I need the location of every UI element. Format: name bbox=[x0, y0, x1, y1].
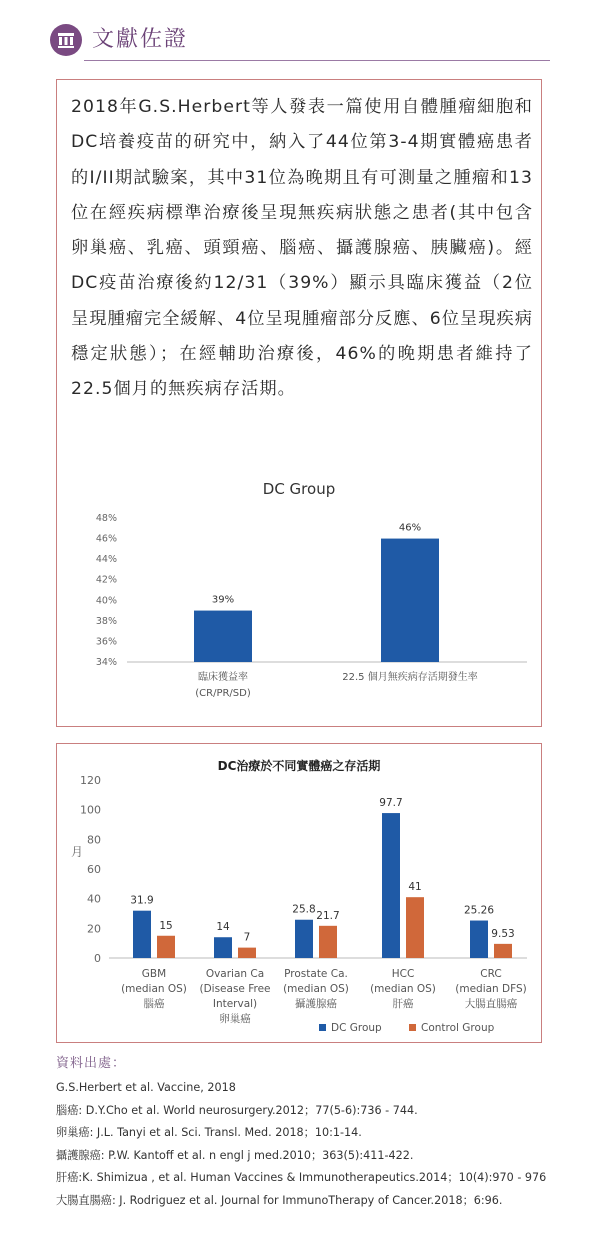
data-label: 41 bbox=[408, 881, 422, 894]
legend-label: Control Group bbox=[421, 1022, 495, 1034]
x-tick-label: (median OS) bbox=[121, 983, 187, 995]
reference-item: 卵巢癌: J.L. Tanyi et al. Sci. Transl. Med. 2018；10:1-14. bbox=[56, 1126, 362, 1140]
bar bbox=[157, 936, 175, 958]
bar bbox=[470, 921, 488, 958]
chart-title: DC Group bbox=[262, 480, 336, 498]
y-tick-label: 60 bbox=[87, 863, 101, 876]
y-tick-label: 0 bbox=[94, 952, 101, 965]
chart-title: DC治療於不同實體癌之存活期 bbox=[217, 759, 381, 773]
x-tick-label: 22.5 個月無疾病存活期發生率 bbox=[342, 672, 478, 683]
y-tick-label: 80 bbox=[87, 833, 101, 847]
y-tick-label: 38% bbox=[95, 615, 117, 627]
section-title: 文獻佐證 bbox=[92, 27, 189, 52]
reference-item: 肝癌:K. Shimizua , et al. Human Vaccines & Immunotherapeutics.2014；10(4):970 - 976 bbox=[56, 1171, 547, 1185]
data-label: 7 bbox=[243, 931, 251, 944]
bar bbox=[381, 539, 439, 662]
x-tick-label: 大腸直腸癌 bbox=[464, 998, 518, 1010]
references-heading: 資料出處： bbox=[56, 1056, 127, 1071]
bar bbox=[382, 813, 400, 958]
dc-group-chart bbox=[57, 460, 541, 740]
x-tick-label: Interval) bbox=[212, 998, 258, 1010]
y-tick-label: 42% bbox=[95, 574, 117, 586]
data-label: 39% bbox=[211, 594, 235, 606]
bar bbox=[238, 948, 256, 958]
x-tick-label: (median OS) bbox=[283, 983, 349, 995]
data-label: 15 bbox=[159, 919, 173, 932]
y-tick-label: 46% bbox=[95, 533, 117, 545]
reference-item: 腦癌: D.Y.Cho et al. World neurosurgery.2012；77(5-6):736 - 744. bbox=[56, 1103, 418, 1117]
y-tick-label: 48% bbox=[95, 513, 117, 524]
y-tick-label: 100 bbox=[80, 803, 101, 817]
bar bbox=[133, 911, 151, 958]
book-icon bbox=[50, 24, 82, 56]
x-tick-label: Prostate Ca. bbox=[284, 968, 348, 980]
data-label: 97.7 bbox=[379, 797, 403, 810]
x-tick-label: (CR/PR/SD) bbox=[195, 688, 251, 699]
section-header bbox=[40, 20, 550, 66]
x-tick-label: CRC bbox=[480, 968, 502, 980]
data-label: 21.7 bbox=[316, 909, 340, 922]
header-divider bbox=[84, 60, 550, 61]
bar bbox=[494, 944, 512, 958]
study-paragraph: 2018年G.S.Herbert等人發表一篇使用自體腫瘤細胞和DC培養疫苗的研究中，納入了44位第3-4期實體癌患者的I/II期試驗案，其中31位為晚期且有可測量之腫瘤和13位在經疾病標準治療後呈現無疾病狀態之患者(其中包含卵巢癌、乳癌、頭頸癌、腦癌、攝護腺癌、胰臟癌)。經DC疫苗治療後約12/31（39%）顯示具臨床獲益（2位呈現腫瘤完全緩解、4位呈現腫瘤部分反應、6位呈現疾病穩定狀態）；在經輔助治療後，46%的晚期患者維持了22.5個月的無疾病存活期。 bbox=[71, 97, 533, 400]
bar bbox=[214, 937, 232, 958]
data-label: 9.53 bbox=[491, 927, 515, 940]
reference-item: G.S.Herbert et al. Vaccine, 2018 bbox=[56, 1081, 236, 1094]
x-tick-label: 卵巢癌 bbox=[219, 1013, 251, 1025]
bar bbox=[319, 926, 337, 958]
x-tick-label: 臨床獲益率 bbox=[198, 672, 248, 683]
reference-item: 攝護腺癌: P.W. Kantoff et al. n engl j med.2010；363(5):411-422. bbox=[56, 1148, 414, 1162]
y-tick-label: 20 bbox=[87, 922, 101, 936]
x-tick-label: (median OS) bbox=[370, 983, 436, 995]
bar bbox=[194, 611, 252, 662]
survival-chart bbox=[57, 744, 541, 1042]
y-tick-label: 34% bbox=[95, 657, 117, 668]
x-tick-label: 肝癌 bbox=[392, 998, 414, 1010]
y-tick-label: 40% bbox=[95, 595, 117, 607]
y-tick-label: 44% bbox=[95, 554, 117, 566]
references bbox=[56, 1052, 586, 1213]
y-tick-label: 36% bbox=[95, 636, 117, 648]
reference-item: 大腸直腸癌: J. Rodriguez et al. Journal for ImmunoTherapy of Cancer.2018；6:96. bbox=[56, 1193, 503, 1207]
survival-chart-box bbox=[56, 743, 542, 1043]
legend-label: DC Group bbox=[331, 1022, 382, 1034]
x-tick-label: (median DFS) bbox=[455, 983, 527, 995]
data-label: 25.26 bbox=[463, 904, 495, 917]
x-tick-label: 攝護腺癌 bbox=[295, 998, 337, 1010]
y-tick-label: 120 bbox=[80, 774, 101, 787]
study-summary-box bbox=[56, 79, 542, 727]
y-tick-label: 40 bbox=[87, 892, 101, 906]
bar bbox=[295, 920, 313, 958]
x-tick-label: Ovarian Ca bbox=[205, 968, 265, 980]
data-label: 25.8 bbox=[292, 903, 316, 916]
data-label: 14 bbox=[216, 921, 230, 934]
data-label: 31.9 bbox=[130, 894, 154, 907]
x-tick-label: 腦癌 bbox=[143, 998, 165, 1010]
bar bbox=[406, 897, 424, 958]
x-tick-label: (Disease Free bbox=[199, 983, 271, 995]
y-axis-label: 月 bbox=[70, 845, 84, 859]
references-list bbox=[56, 1077, 586, 1213]
legend-swatch bbox=[319, 1024, 326, 1031]
legend-swatch bbox=[409, 1024, 416, 1031]
x-tick-label: GBM bbox=[141, 968, 167, 980]
x-tick-label: HCC bbox=[391, 968, 415, 980]
data-label: 46% bbox=[398, 522, 422, 534]
